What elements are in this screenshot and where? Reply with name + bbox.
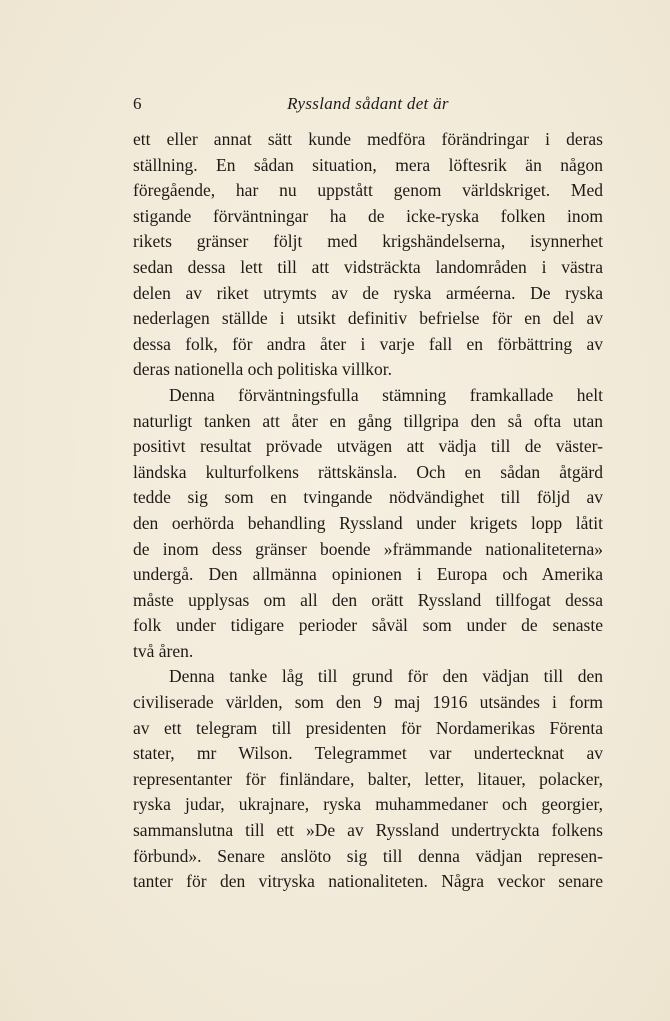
body-text bbox=[133, 127, 603, 895]
text-line: två åren. bbox=[133, 640, 194, 661]
page-number: 6 bbox=[133, 94, 142, 113]
paragraph-3 bbox=[133, 664, 603, 894]
text-line: stigande förväntningar ha de icke-ryska folken inom bbox=[133, 205, 603, 226]
text-line: positivt resultat prövade utvägen att vädja till de väster- bbox=[133, 436, 603, 457]
text-line: undergå. Den allmänna opinionen i Europa och Amerika bbox=[133, 564, 603, 585]
text-line: ställning. En sådan situation, mera löftesrik än någon bbox=[133, 154, 603, 175]
text-line: ryska judar, ukrajnare, ryska muhammedaner och georgier, bbox=[133, 794, 603, 815]
text-line: naturligt tanken att åter en gång tillgripa den så ofta utan bbox=[133, 410, 603, 431]
running-head: Ryssland sådant det är bbox=[287, 94, 449, 113]
text-line: föregående, har nu uppstått genom världskriget. Med bbox=[133, 180, 603, 201]
text-line: sammanslutna till ett »De av Ryssland undertryckta folkens bbox=[133, 820, 603, 841]
text-line: nederlagen ställde i utsikt definitiv befrielse för en del av bbox=[133, 308, 603, 329]
text-line: tanter för den vitryska nationaliteten. Några veckor senare bbox=[133, 871, 603, 892]
text-line: förbund». Senare anslöto sig till denna vädjan represen- bbox=[133, 845, 603, 866]
page-header bbox=[133, 94, 603, 118]
text-line: delen av riket utrymts av de ryska arméerna. De ryska bbox=[133, 282, 603, 303]
text-line: deras nationella och politiska villkor. bbox=[133, 359, 393, 380]
text-line: civiliserade världen, som den 9 maj 1916 utsändes i form bbox=[133, 692, 603, 713]
text-line: de inom dess gränser boende »främmande nationaliteterna» bbox=[133, 538, 603, 559]
text-line: stater, mr Wilson. Telegrammet var undertecknat av bbox=[133, 743, 603, 764]
text-line: den oerhörda behandling Ryssland under krigets lopp låtit bbox=[133, 512, 603, 533]
text-line: folk under tidigare perioder såväl som under de senaste bbox=[133, 615, 603, 636]
text-line: Denna förväntningsfulla stämning framkallade helt bbox=[169, 384, 603, 405]
paragraph-2 bbox=[133, 383, 603, 665]
text-line: dessa folk, för andra åter i varje fall en förbättring av bbox=[133, 333, 603, 354]
text-line: tedde sig som en tvingande nödvändighet till följd av bbox=[133, 487, 603, 508]
text-line: av ett telegram till presidenten för Nordamerikas Förenta bbox=[133, 717, 603, 738]
text-line: ett eller annat sätt kunde medföra förändringar i deras bbox=[133, 129, 603, 149]
text-line: rikets gränser följt med krigshändelserna, isynnerhet bbox=[133, 231, 603, 252]
text-line: ländska kulturfolkens rättskänsla. Och en sådan åtgärd bbox=[133, 461, 603, 482]
text-line: sedan dessa lett till att vidsträckta landområden i västra bbox=[133, 256, 603, 277]
text-line: representanter för finländare, balter, letter, litauer, polacker, bbox=[133, 768, 603, 789]
text-line: Denna tanke låg till grund för den vädjan till den bbox=[169, 666, 603, 687]
paragraph-1 bbox=[133, 127, 603, 383]
text-line: måste upplysas om all den orätt Ryssland tillfogat dessa bbox=[133, 589, 603, 610]
